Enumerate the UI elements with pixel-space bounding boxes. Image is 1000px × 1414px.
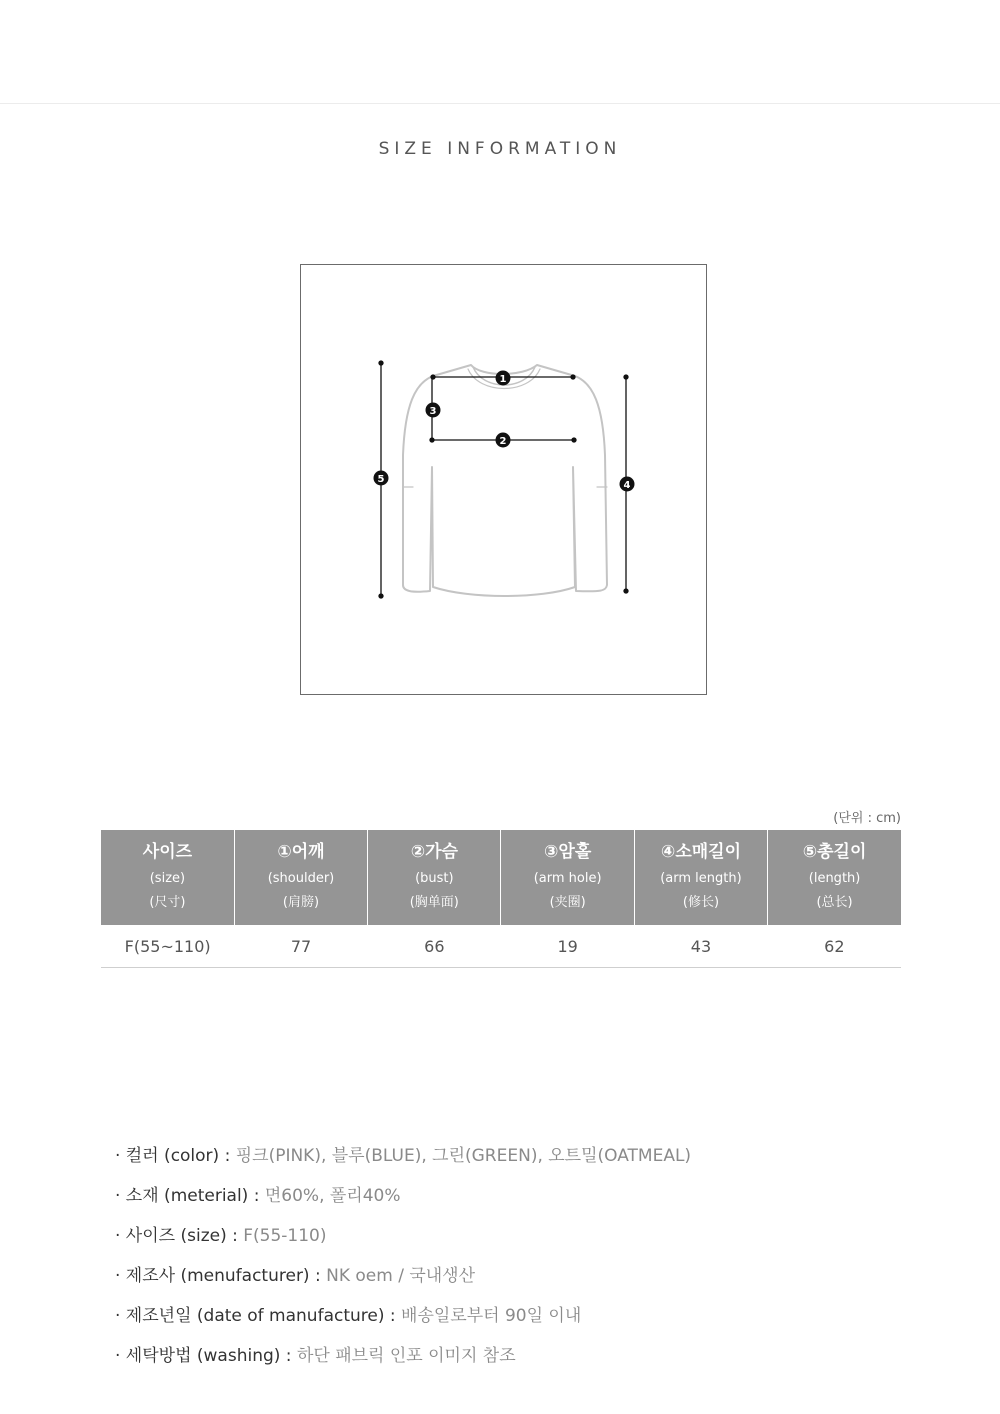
header-length xyxy=(768,830,901,925)
measurement-lines xyxy=(379,361,628,598)
header-label-zh: (肩膀) xyxy=(282,895,320,910)
marker-1 xyxy=(496,371,511,386)
header-label-en: (bust) xyxy=(415,871,454,886)
info-value: F(55-110) xyxy=(243,1226,327,1246)
header-size xyxy=(101,830,234,925)
header-arm-length xyxy=(634,830,767,925)
header-label-en: (size) xyxy=(149,871,186,886)
info-label: · 제조사 (menufacturer) : xyxy=(115,1266,327,1286)
info-item-manufacture-date xyxy=(115,1296,691,1336)
table-row xyxy=(101,925,901,968)
info-value: NK oem / 국내생산 xyxy=(326,1266,476,1286)
header-label-ko: ③암홀 xyxy=(544,842,592,862)
header-label-ko: ⑤총길이 xyxy=(802,842,867,862)
svg-text:4: 4 xyxy=(623,480,631,491)
info-value: 핑크(PINK), 블루(BLUE), 그린(GREEN), 오트밀(OATMEAL) xyxy=(235,1146,692,1166)
product-info-list xyxy=(115,1136,691,1376)
table-header-row xyxy=(101,830,901,925)
marker-3 xyxy=(426,403,441,418)
info-label: · 소재 (meterial) : xyxy=(115,1186,265,1206)
header-label-en: (length) xyxy=(808,871,861,886)
marker-5 xyxy=(374,471,389,486)
header-label-zh: (总长) xyxy=(816,895,853,910)
info-value: 하단 패브릭 인포 이미지 참조 xyxy=(296,1346,516,1366)
svg-text:1: 1 xyxy=(499,374,507,385)
header-label-zh: (修长) xyxy=(682,895,720,910)
info-label: · 세탁방법 (washing) : xyxy=(115,1346,297,1366)
svg-text:5: 5 xyxy=(377,474,385,485)
cell-size: F(55~110) xyxy=(101,925,234,968)
top-divider xyxy=(0,103,1000,104)
size-diagram xyxy=(300,264,707,695)
header-label-zh: (胸单面) xyxy=(409,895,459,910)
header-shoulder xyxy=(234,830,367,925)
size-table xyxy=(101,830,901,968)
sweater-measurement-illustration xyxy=(301,265,706,694)
header-label-zh: (夹圈) xyxy=(549,895,586,910)
header-bust xyxy=(368,830,501,925)
svg-text:2: 2 xyxy=(499,436,507,447)
info-item-material xyxy=(115,1176,691,1216)
header-label-ko: ④소매길이 xyxy=(660,842,742,862)
cell-bust: 66 xyxy=(368,925,501,968)
header-label-ko: 사이즈 xyxy=(142,842,193,862)
unit-note: (단위 : cm) xyxy=(833,811,901,826)
cell-arm-length: 43 xyxy=(634,925,767,968)
header-label-zh: (尺寸) xyxy=(149,895,186,910)
info-item-washing xyxy=(115,1336,691,1376)
cell-armhole: 19 xyxy=(501,925,634,968)
header-label-ko: ①어깨 xyxy=(277,842,325,862)
page-title: SIZE INFORMATION xyxy=(378,139,622,159)
cell-shoulder: 77 xyxy=(234,925,367,968)
header-label-en: (shoulder) xyxy=(267,871,335,886)
header-label-en: (arm length) xyxy=(660,871,742,886)
marker-2 xyxy=(496,433,511,448)
sweater-outline xyxy=(403,365,607,596)
header-label-en: (arm hole) xyxy=(533,871,602,886)
svg-text:3: 3 xyxy=(429,406,437,417)
marker-4 xyxy=(620,477,635,492)
info-label: · 제조년일 (date of manufacture) : xyxy=(115,1306,402,1326)
header-label-ko: ②가슴 xyxy=(410,842,458,862)
info-item-color xyxy=(115,1136,691,1176)
info-value: 배송일로부터 90일 이내 xyxy=(401,1306,582,1326)
header-armhole xyxy=(501,830,634,925)
cell-length: 62 xyxy=(768,925,901,968)
info-value: 면60%, 폴리40% xyxy=(264,1186,401,1206)
info-label: · 사이즈 (size) : xyxy=(115,1226,244,1246)
info-item-manufacturer xyxy=(115,1256,691,1296)
info-item-size xyxy=(115,1216,691,1256)
info-label: · 컬러 (color) : xyxy=(115,1146,236,1166)
